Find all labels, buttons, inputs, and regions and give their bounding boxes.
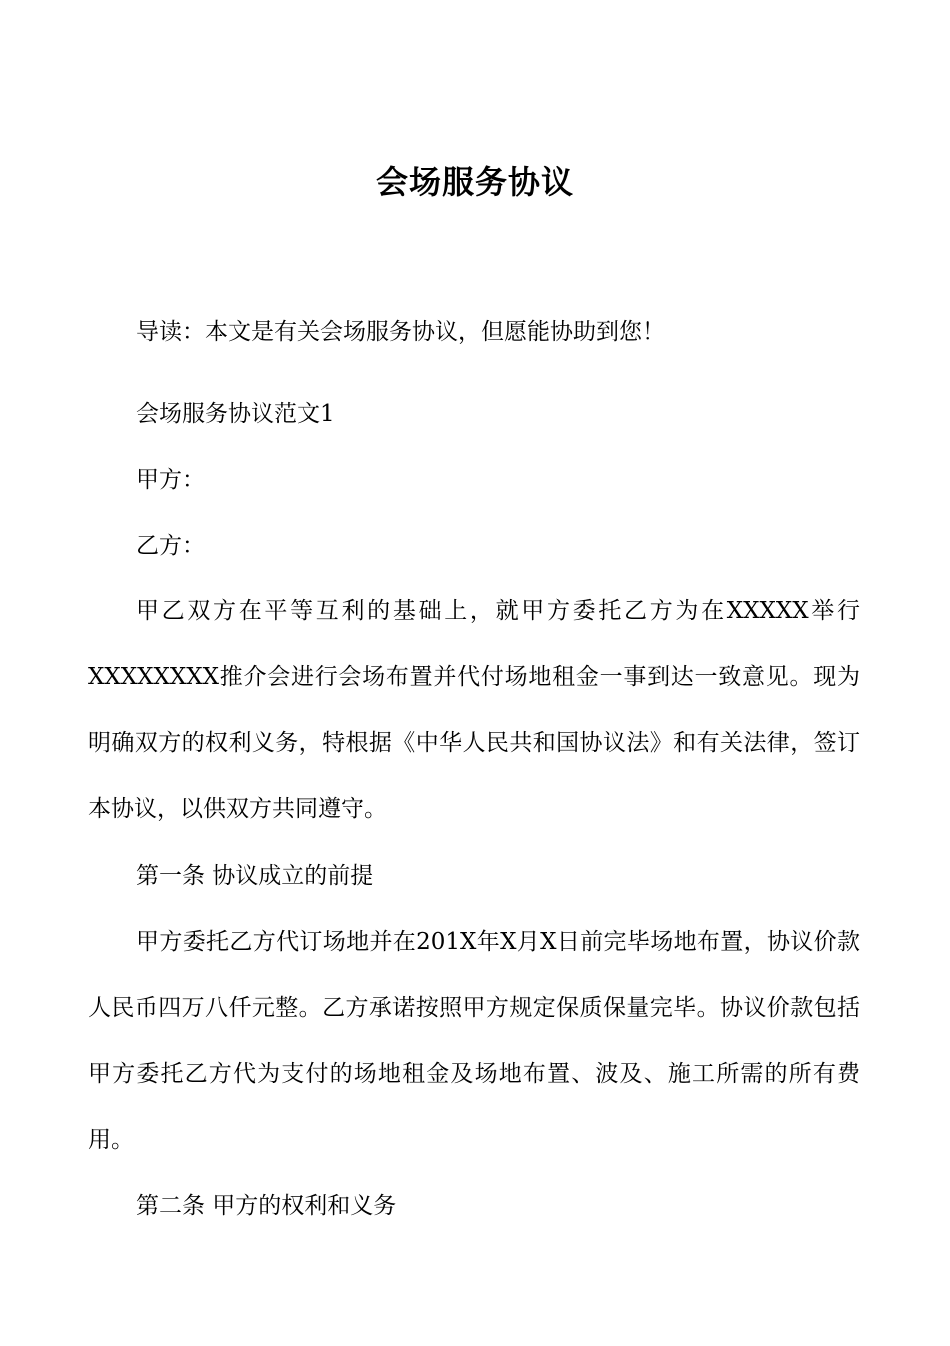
intro-text: 导读：本文是有关会场服务协议，但愿能协助到您！ <box>136 319 665 345</box>
party-b-label: 乙方： <box>136 533 205 559</box>
article-2-heading: 第二条 甲方的权利和义务 <box>136 1193 397 1219</box>
document-title: 会场服务协议 <box>375 163 574 201</box>
article-1-heading: 第一条 协议成立的前提 <box>136 863 374 889</box>
party-a-label: 甲方： <box>136 467 205 493</box>
preamble-paragraph: 甲乙双方在平等互利的基础上，就甲方委托乙方为在XXXXX举行XXXXXXXX推介会进行会场布置并代付场地租金一事到达一致意见。现为明确双方的权利义务，特根据《中华人民共和国协议法》和有关法律，签订本协议，以供双方共同遵守。 <box>88 598 860 822</box>
sample-heading: 会场服务协议范文1 <box>136 401 335 427</box>
article-1-paragraph: 甲方委托乙方代订场地并在201X年X月X日前完毕场地布置，协议价款人民币四万八仟元整。乙方承诺按照甲方规定保质保量完毕。协议价款包括甲方委托乙方代为支付的场地租金及场地布置、波及、施工所需的所有费用。 <box>88 929 860 1153</box>
